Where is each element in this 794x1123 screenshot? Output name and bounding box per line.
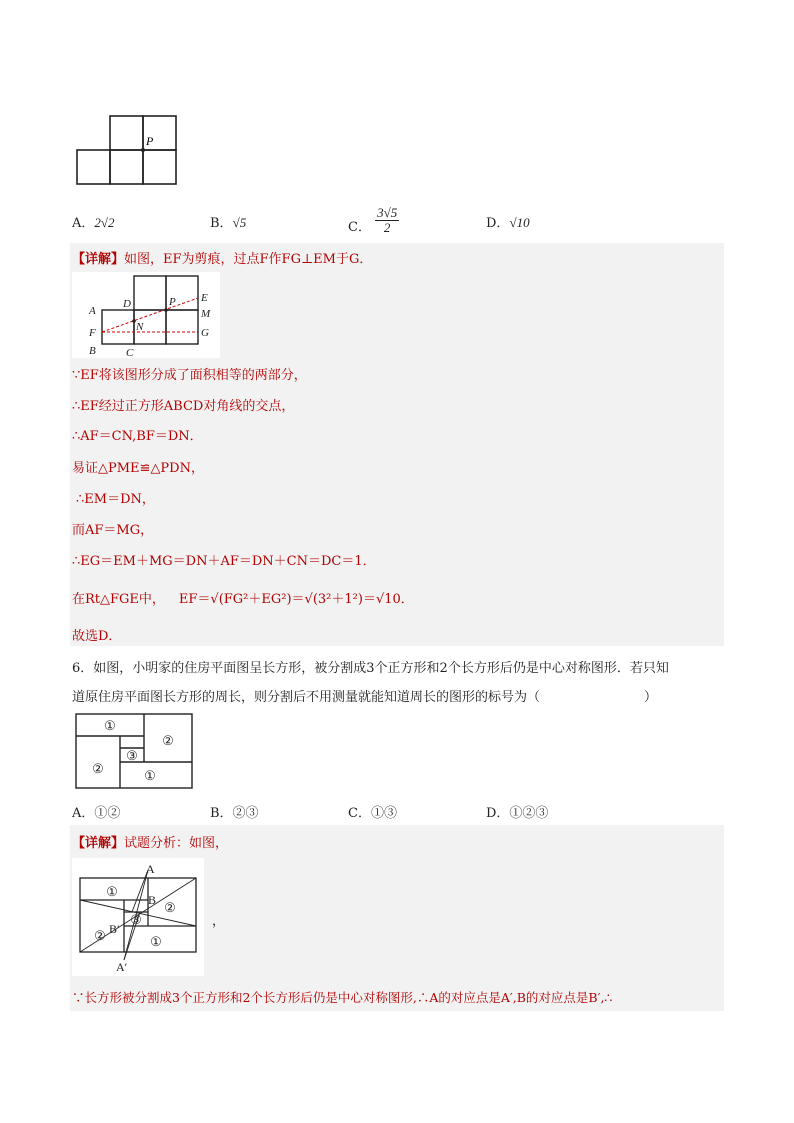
q5-label-p: P — [146, 134, 154, 148]
svg-text:G: G — [201, 327, 209, 339]
q5-solution-line2: ∵EF将该图形分成了面积相等的两部分， — [72, 368, 307, 383]
q5-solution-line1: 【详解】如图，EF为剪痕，过点F作FG⊥EM于G． — [72, 252, 373, 267]
q5-point-p — [141, 148, 145, 152]
q5-solution-line4: ∴AF＝CN,BF＝DN． — [72, 429, 203, 444]
q6-solution-line2: ∵长方形被分割成3个正方形和2个长方形后仍是中心对称图形,∴A的对应点是A′,B的对应点是B′,∴ — [72, 990, 613, 1005]
svg-text:N: N — [136, 321, 144, 333]
svg-text:E: E — [201, 292, 208, 304]
q5-solution-line3: ∴EF经过正方形ABCD对角线的交点， — [72, 399, 295, 414]
q6-solution-figure — [72, 858, 204, 976]
svg-text:①: ① — [150, 934, 162, 949]
q5-option-d: D．√10 — [486, 215, 530, 231]
svg-text:①: ① — [104, 718, 116, 733]
q6-stem-line2: 道原住房平面图长方形的周长，则分割后不用测量就能知道周长的图形的标号为（ ） — [72, 690, 658, 705]
svg-text:B: B — [148, 893, 157, 907]
q6-solution-line1: 【详解】试题分析：如图， — [72, 836, 229, 851]
svg-text:②: ② — [164, 900, 176, 915]
q6-solution-comma: ， — [212, 914, 226, 929]
svg-text:P: P — [169, 296, 176, 308]
svg-text:F: F — [89, 327, 96, 339]
q6-option-d: D．①②③ — [486, 806, 549, 821]
svg-text:①: ① — [144, 768, 156, 783]
q5-option-c-fraction: $\frac{3√5}{2}$ — [377, 205, 398, 235]
svg-text:②: ② — [92, 761, 104, 776]
svg-text:B′: B′ — [109, 922, 120, 936]
q6-stem-line1: 6．如图，小明家的住房平面图呈长方形，被分割成3个正方形和2个长方形后仍是中心对称图形．若只知 — [72, 661, 669, 676]
q6-option-c: C．①③ — [348, 806, 397, 821]
svg-text:③: ③ — [130, 912, 142, 927]
q5-square-bottom-right — [143, 150, 176, 184]
svg-text:M: M — [201, 308, 211, 320]
svg-text:D: D — [123, 298, 131, 310]
q5-option-a: A．2√2 — [72, 215, 115, 231]
q5-option-c: C． $\frac{3√5}{2}$ — [348, 205, 398, 235]
q5-square-top-left — [110, 116, 143, 150]
q6-figure — [74, 712, 196, 792]
svg-text:③: ③ — [126, 748, 138, 763]
svg-text:A: A — [146, 862, 155, 876]
svg-text:②: ② — [162, 733, 174, 748]
svg-text:A′: A′ — [116, 960, 128, 974]
q5-solution-line7: 而AF＝MG， — [72, 523, 154, 538]
q5-solution-line9: 在Rt△FGE中， EF＝√(FG²＋EG²)＝√(3²＋1²)＝√10． — [72, 592, 414, 607]
q5-solution-line6: ∴EM＝DN， — [76, 492, 155, 507]
q5-solution-line10: 故选D． — [72, 629, 122, 644]
svg-text:①: ① — [106, 884, 118, 899]
q5-figure — [74, 114, 180, 188]
q5-square-bottom-left — [77, 150, 110, 184]
q5-option-b: B．√5 — [210, 215, 247, 231]
q5-solution-figure — [72, 272, 220, 358]
q6-option-a: A．①② — [72, 806, 121, 821]
q5-solution-line8: ∴EG＝EM＋MG＝DN＋AF＝DN＋CN＝DC＝1． — [72, 554, 376, 569]
svg-text:②: ② — [94, 928, 106, 943]
q5-square-bottom-mid — [110, 150, 143, 184]
svg-text:B: B — [89, 345, 96, 357]
svg-text:C: C — [126, 347, 134, 358]
q6-option-b: B．②③ — [210, 806, 259, 821]
q5-solution-line5: 易证△PME≌△PDN， — [72, 461, 204, 476]
svg-text:A: A — [89, 305, 96, 317]
